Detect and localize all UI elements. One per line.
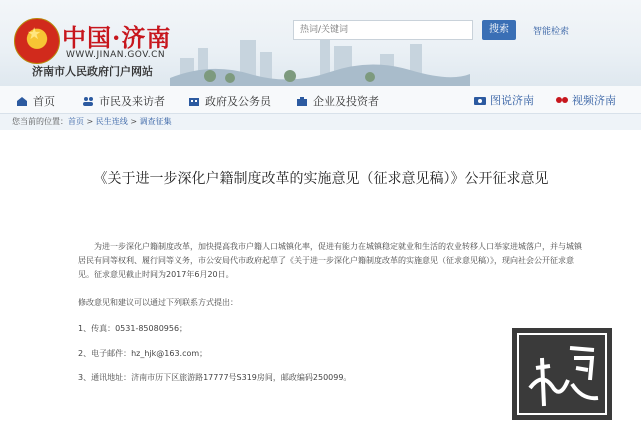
video-icon	[556, 95, 568, 105]
contact-email: 2、电子邮件：hz_hjk@163.com；	[78, 349, 208, 358]
site-logo-text[interactable]: 中国·济南	[62, 23, 172, 52]
site-domain: WWW.JINAN.GOV.CN	[66, 50, 166, 60]
article-body: 为进一步深化户籍制度改革，加快提高我市户籍人口城镇化率，促进有能力在城镇稳定就业和生活的农业转移人口举家进城落户，并与城镇居民有同等权利、履行同等义务，市公安局代市政府起草了《关于进一步深化户籍制度改革的实施意见（征求意见稿）》，现向社会公开征求意见。征求意见截止时间为2017年6月20日。	[78, 242, 582, 279]
nav-item-videos[interactable]	[556, 92, 616, 108]
people-icon	[82, 96, 94, 106]
contact-address: 3、通讯地址：济南市历下区旅游路17777号S319房间，邮政编码250099。	[78, 373, 352, 382]
breadcrumb-prefix: 您当前的位置：	[12, 117, 68, 126]
advanced-search-link[interactable]: 智能检索	[533, 27, 570, 37]
nav-item-label: 图说济南	[490, 94, 534, 107]
breadcrumb-livelihood[interactable]: 民生连线	[95, 117, 128, 126]
camera-icon	[474, 95, 486, 105]
nav-item-government[interactable]	[188, 94, 271, 108]
nav-item-label: 市民及来访者	[99, 95, 165, 108]
contact-fax: 1、传真：0531-85080956；	[78, 324, 188, 333]
building-icon	[188, 96, 200, 106]
nav-item-citizens[interactable]	[82, 94, 165, 108]
nav-item-label: 首页	[33, 95, 55, 108]
breadcrumb	[0, 114, 641, 130]
nav-item-home[interactable]	[16, 94, 55, 108]
nav-item-label: 视频济南	[572, 94, 616, 107]
site-header	[0, 0, 641, 86]
briefcase-icon	[296, 96, 308, 106]
nav-item-label: 政府及公务员	[205, 95, 271, 108]
breadcrumb-home[interactable]: 首页	[68, 117, 84, 126]
article-title: 《关于进一步深化户籍制度改革的实施意见（征求意见稿）》公开征求意见	[93, 171, 549, 187]
star-icon: ★	[27, 24, 42, 43]
article-instructions: 修改意见和建议可以通过下列联系方式提出：	[78, 298, 238, 307]
breadcrumb-separator: >	[84, 117, 96, 126]
main-nav	[0, 86, 641, 114]
breadcrumb-survey[interactable]: 调查征集	[139, 117, 172, 126]
nav-item-business[interactable]	[296, 94, 379, 108]
nav-item-label: 企业及投资者	[313, 95, 379, 108]
search-input[interactable]	[293, 20, 473, 40]
portal-name: 济南市人民政府门户网站	[32, 65, 153, 78]
home-icon	[16, 96, 28, 106]
nav-item-photos[interactable]	[474, 92, 534, 108]
seal-stamp	[512, 328, 612, 420]
search-button[interactable]: 搜索	[482, 20, 516, 40]
breadcrumb-separator: >	[127, 117, 140, 126]
